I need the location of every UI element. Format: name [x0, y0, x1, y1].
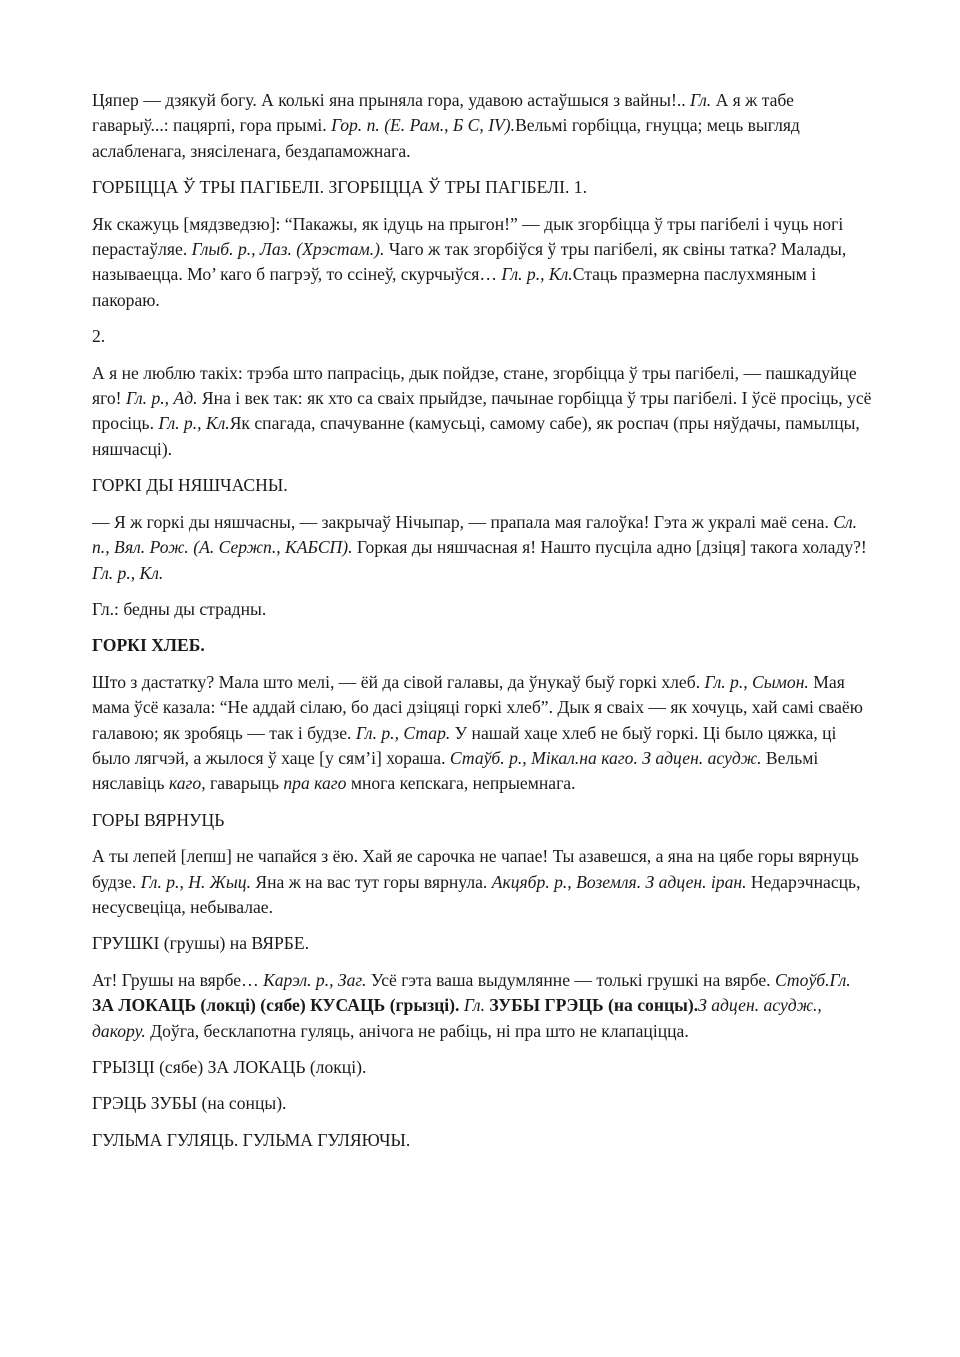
italic-source: Гл. р., Стар.: [355, 722, 451, 743]
text-run: Горкая ды няшчасная я! Нашто пусціла адно [дзіця] такога холаду?!: [352, 537, 867, 558]
text-run: ГРЫЗЦІ (сябе) ЗА ЛОКАЦЬ (локці).: [92, 1057, 367, 1077]
paragraph: [92, 473, 872, 498]
document-page: [92, 88, 872, 1164]
paragraph: [92, 633, 872, 658]
paragraph: [92, 597, 872, 622]
text-run: Чаго ж так згорбіўся ў тры пагібелі, як свіны татка? Малады, называецца. Мо’ каго б пагрэў, то ссінеў, скурчыўся…: [92, 239, 847, 285]
paragraph: [92, 212, 872, 314]
paragraph: [92, 1091, 872, 1116]
text-run: ГУЛЬМА ГУЛЯЦЬ. ГУЛЬМА ГУЛЯЮЧЫ.: [92, 1129, 411, 1150]
text-run: Яна ж на вас тут горы вярнула.: [250, 871, 492, 892]
paragraph: [92, 931, 872, 956]
paragraph: [92, 808, 872, 833]
paragraph: [92, 1055, 872, 1080]
text-run: многа кепскага, непрыемнага.: [346, 773, 576, 794]
italic-source: Карэл. р., Заг.: [263, 969, 367, 990]
text-run: Што з дастатку? Мала што мелі, — ёй да сівой галавы, да ўнукаў быў горкі хлеб.: [92, 671, 705, 692]
paragraph: [92, 324, 872, 349]
text-run: ГРЭЦЬ ЗУБЫ (на сонцы).: [92, 1093, 287, 1114]
italic-source: Глыб. р., Лаз. (Хрэстам.).: [191, 239, 385, 260]
text-run: Мая мама ўсё казала: “Не аддай сілаю, бо дасі дзіцяці горкі хлеб”. Дык я сваіх — як хочуць, хай самі сваёю галавою; як зробяць — так і будзе.: [92, 671, 863, 743]
italic-source: Гл. р., Н. Жыц.: [140, 871, 251, 892]
text-run: У нашай хаце хлеб не быў горкі. Ці было цяжка, ці было лягчэй, а жылося ў хаце [у сям’і] хораша.: [92, 722, 837, 768]
italic-source: Гл. р., Ад.: [125, 388, 198, 409]
text-run: А ты лепей [лепш] не чапайся з ёю. Хай яе сарочка не чапае! Ты азавешся, а яна на цябе горы вярнуць будзе.: [92, 846, 859, 892]
text-run: — Я ж горкі ды няшчасны, — закрычаў Нічыпар, — прапала мая галоўка! Гэта ж укралі маё сена.: [92, 511, 834, 532]
italic-source: Стаўб. р., Мікал.на каго. З адцен. асудж.: [449, 747, 762, 768]
text-run: Вельмі горбіцца, гнуцца; мець выгляд аслабленага, знясіленага, бездапаможнага.: [92, 115, 800, 161]
bold-text: ЗУБЫ ГРЭЦЬ (на сонцы).: [489, 995, 699, 1016]
italic-source: Гл.: [463, 995, 485, 1016]
text-run: Ат! Грушы на вярбе…: [92, 969, 264, 990]
text-run: Яна і век так: як хто са сваіх прыйдзе, пачынае горбіцца ў тры пагібелі. І ўсё просіць, усё просіць.: [92, 388, 872, 434]
text-run: Вельмі няславіць: [92, 747, 819, 794]
italic-source: Акцябр. р., Воземля. З адцен. іран.: [491, 871, 747, 892]
italic-source: Гл.: [690, 90, 712, 110]
text-run: А я не люблю такіх: трэба што папрасіць, дык пойдзе, стане, згорбіцца ў тры пагібелі, — пашкадуйце яго!: [92, 362, 857, 409]
paragraph: [92, 670, 872, 797]
text-run: ГОРЫ ВЯРНУЦЬ: [92, 809, 225, 830]
text-run: гаварыць: [205, 773, 284, 794]
paragraph: [92, 88, 872, 164]
italic-source: Стоўб.Гл.: [774, 969, 851, 990]
text-run: А я ж табе гаварыў...: пацярпі, гора прымі.: [92, 90, 794, 136]
italic-source: Гор. п. (Е. Рам., Б С, IV).: [331, 115, 516, 136]
paragraph: [92, 1128, 872, 1153]
italic-source: пра каго: [283, 773, 347, 794]
italic-source: каго,: [168, 773, 206, 794]
text-run: Як скажуць [мядзведзю]: “Пакажы, як ідуць на прыгон!” — дык згорбіцца ў тры пагібелі і чуць ногі перастаўляе.: [92, 213, 844, 260]
paragraph: [92, 968, 872, 1044]
text-run: 2.: [92, 326, 106, 347]
paragraph: [92, 510, 872, 586]
italic-source: Гл. р., Кл.: [92, 562, 164, 583]
italic-source: Гл. р., Кл.: [501, 264, 573, 285]
text-run: Доўга, бесклапотна гуляць, анічога не рабіць, ні пра што не клапаціцца.: [145, 1020, 689, 1041]
text-run: Стаць празмерна паслухмяным і пакораю.: [92, 264, 817, 310]
italic-source: Гл. р., Сымон.: [704, 671, 809, 692]
text-run: ГОРБІЦЦА Ў ТРЫ ПАГІБЕЛІ. ЗГОРБІЦЦА Ў ТРЫ ПАГІБЕЛІ. 1.: [92, 177, 587, 198]
italic-source: З адцен. асудж., дакору.: [92, 995, 822, 1041]
text-run: Гл.: бедны ды страдны.: [92, 598, 267, 619]
paragraph: [92, 361, 872, 463]
text-run: Як спагада, спачуванне (камусьці, самому сабе), як роспач (пры няўдачы, памылцы, няшчасці).: [92, 413, 860, 459]
text-run: Усё гэта ваша выдумлянне — толькі грушкі на вярбе.: [366, 969, 775, 990]
bold-text: ЗА ЛОКАЦЬ (локці) (сябе) КУСАЦЬ (грызці).: [92, 995, 460, 1016]
text-run: ГОРКІ ДЫ НЯШЧАСНЫ.: [92, 475, 288, 496]
italic-source: Сл. п., Вял. Рож. (А. Сержп., КАБСП).: [92, 511, 858, 558]
bold-text: ГОРКІ ХЛЕБ.: [92, 635, 205, 656]
paragraph: [92, 175, 872, 200]
italic-source: Гл. р., Кл.: [158, 413, 230, 434]
text-run: Недарэчнасць, несусвеціца, небывалае.: [92, 871, 861, 917]
text-run: Цяпер — дзякуй богу. А колькі яна прыняла гора, удавою астаўшыся з вайны!..: [92, 90, 691, 110]
paragraph: [92, 844, 872, 920]
text-run: ГРУШКІ (грушы) на ВЯРБЕ.: [92, 933, 310, 954]
